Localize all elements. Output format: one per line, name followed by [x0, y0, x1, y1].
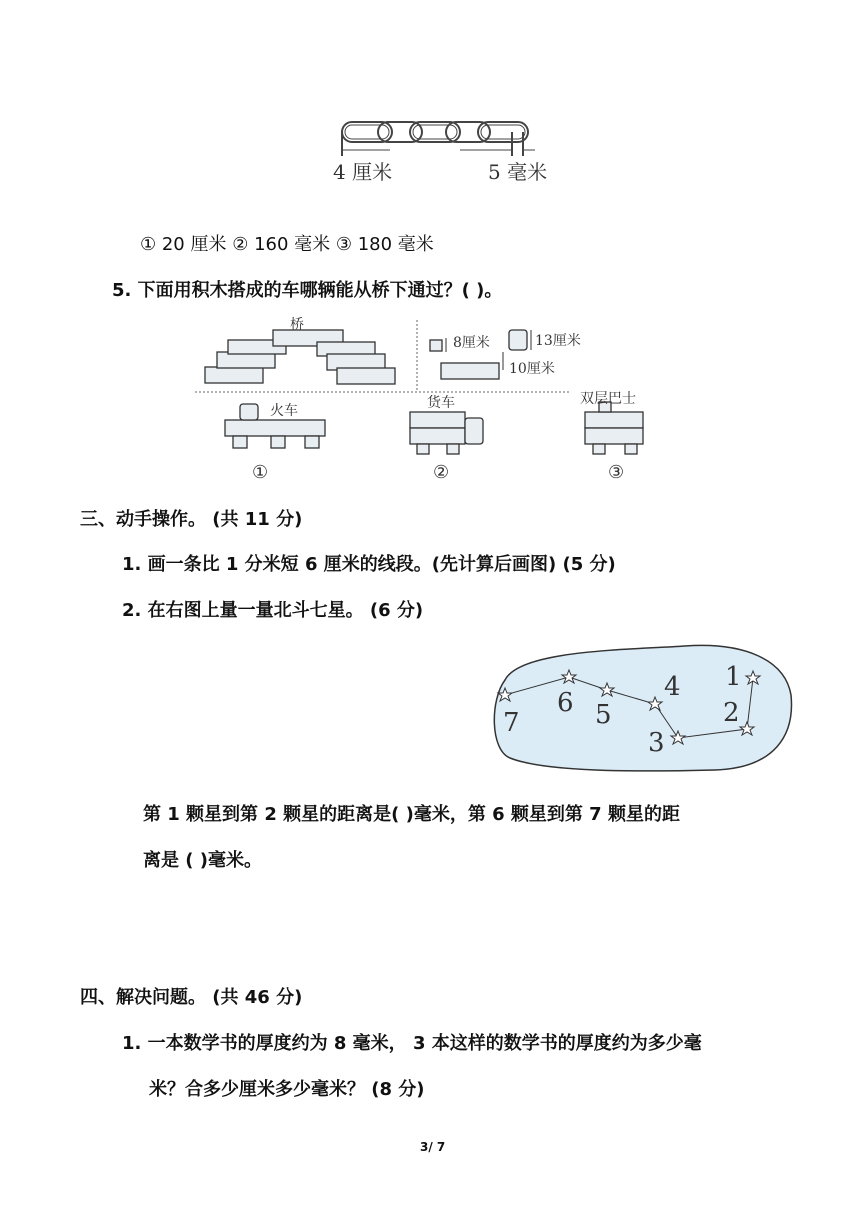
- plank-dimension: 10厘米: [509, 361, 555, 377]
- section3-answer-line2: 离是 ( )毫米。: [143, 850, 262, 871]
- section3-heading: 三、动手操作。 (共 11 分): [80, 509, 303, 530]
- cylinder-dimension: 13厘米: [535, 333, 581, 349]
- cube-dimension: 8厘米: [453, 335, 490, 351]
- link-thickness-label: 5 毫米: [488, 160, 548, 184]
- bridge-label: 桥: [290, 317, 304, 333]
- chain-length-label: 4 厘米: [333, 160, 393, 184]
- section4-q1-line2: 米？合多少厘米多少毫米？ (8 分): [149, 1079, 425, 1100]
- q5-figure: [195, 312, 665, 487]
- bus-label: 双层巴士: [580, 391, 636, 407]
- star-number-1: 1: [725, 662, 742, 692]
- section3-q1: 1. 画一条比 1 分米短 6 厘米的线段。(先计算后画图) (5 分): [122, 554, 616, 575]
- star-number-2: 2: [723, 698, 740, 728]
- star-number-5: 5: [595, 700, 612, 730]
- star-number-3: 3: [648, 728, 665, 758]
- q4-options: ① 20 厘米 ② 160 毫米 ③ 180 毫米: [140, 234, 434, 255]
- star-number-7: 7: [503, 708, 520, 738]
- truck-label: 货车: [427, 395, 455, 411]
- train-label: 火车: [270, 403, 298, 419]
- chain-figure: [330, 112, 570, 192]
- option-mark-3: ③: [608, 462, 625, 483]
- option-mark-2: ②: [433, 462, 450, 483]
- star-number-6: 6: [557, 688, 574, 718]
- page-number: 3/ 7: [420, 1140, 446, 1154]
- section4-q1-line1: 1. 一本数学书的厚度约为 8 毫米， 3 本这样的数学书的厚度约为多少毫: [122, 1033, 702, 1054]
- star-number-4: 4: [664, 672, 681, 702]
- q5-question: 5. 下面用积木搭成的车哪辆能从桥下通过？( )。: [112, 280, 503, 301]
- section4-heading: 四、解决问题。 (共 46 分): [80, 987, 303, 1008]
- section3-answer-line1: 第 1 颗星到第 2 颗星的距离是( )毫米，第 6 颗星到第 7 颗星的距: [143, 804, 680, 825]
- big-dipper-figure: [485, 640, 797, 775]
- option-mark-1: ①: [252, 462, 269, 483]
- section3-q2: 2. 在右图上量一量北斗七星。 (6 分): [122, 600, 424, 621]
